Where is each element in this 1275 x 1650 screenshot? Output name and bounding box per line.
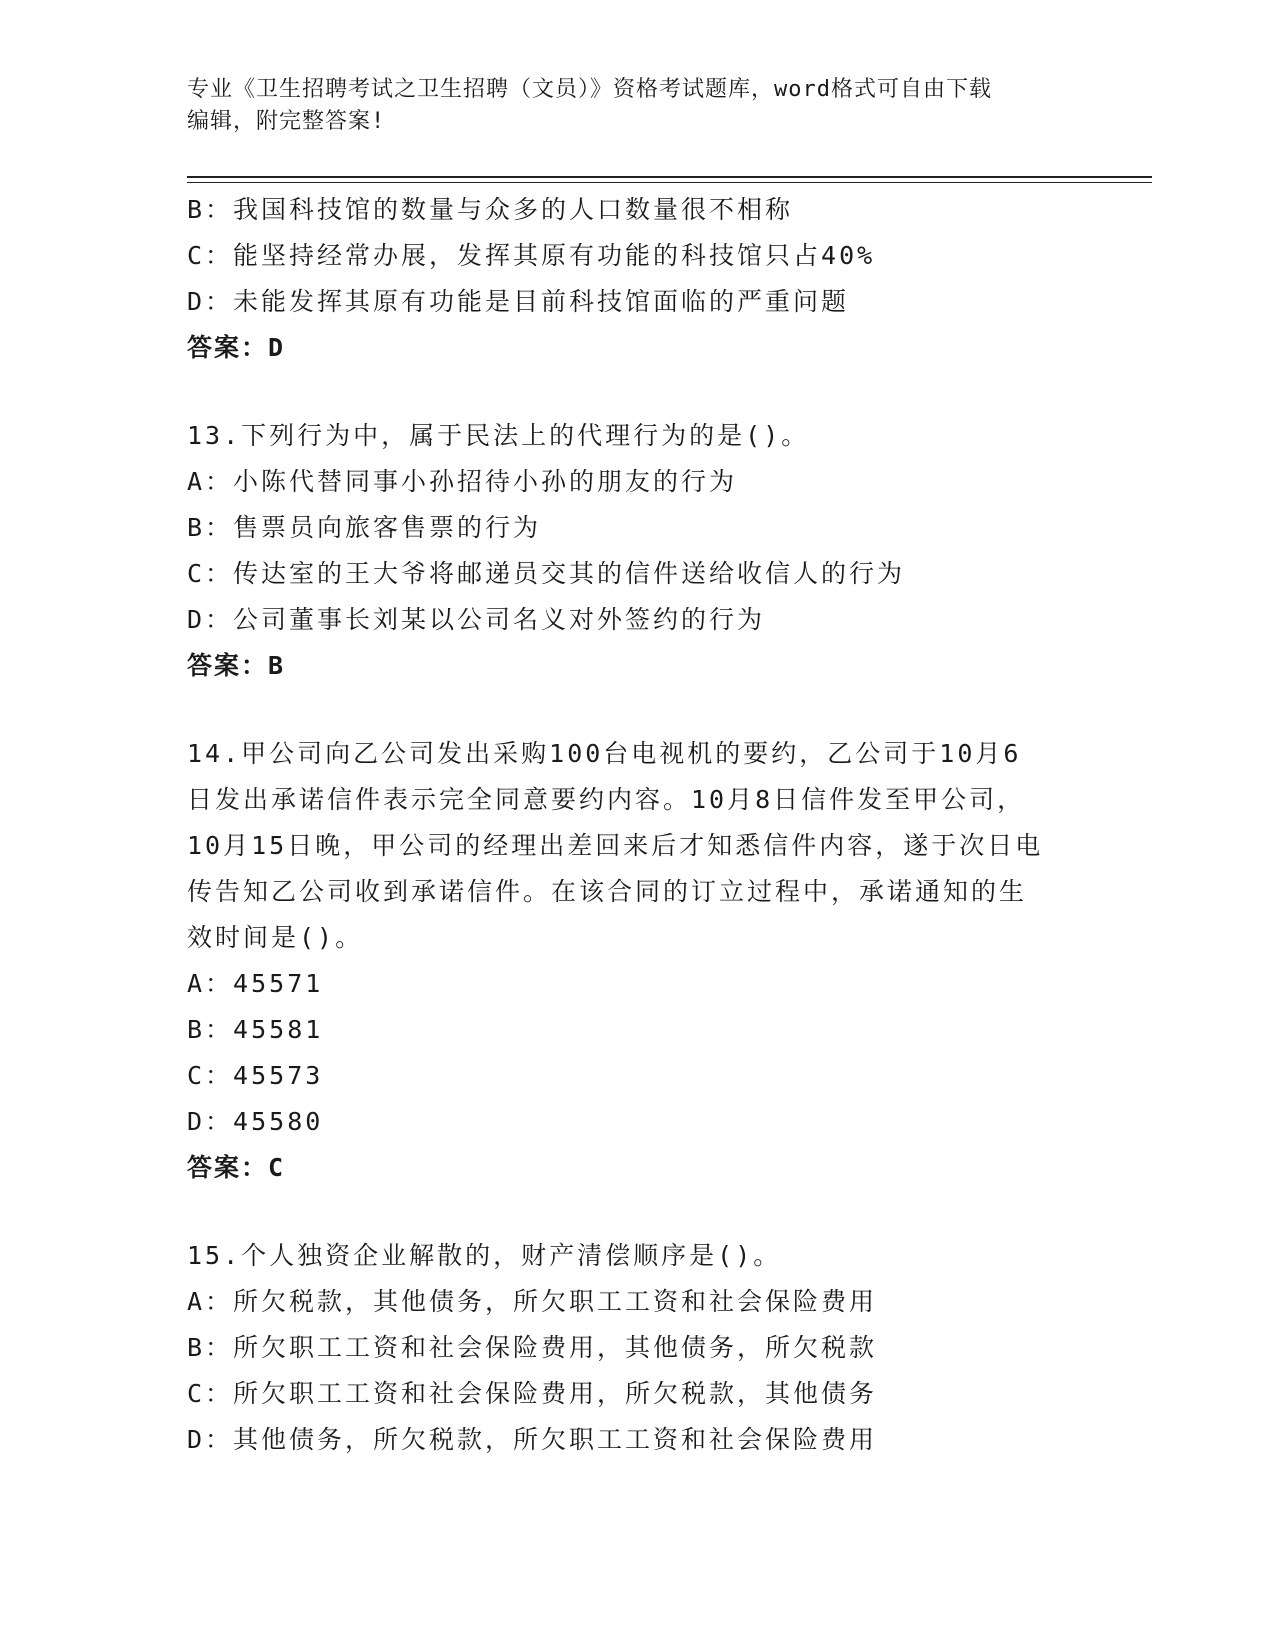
question-15 xyxy=(187,1233,1087,1463)
option-d: D：未能发挥其原有功能是目前科技馆面临的严重问题 xyxy=(187,287,850,316)
option-a: A：所欠税款，其他债务，所欠职工工资和社会保险费用 xyxy=(187,1287,878,1316)
question-12-continued xyxy=(187,187,1087,371)
option-c: C：45573 xyxy=(187,1061,324,1090)
option-a: A：45571 xyxy=(187,969,324,998)
header-line-1: 专业《卫生招聘考试之卫生招聘（文员）》资格考试题库，word格式可自由下载 xyxy=(187,77,992,102)
question-stem-line: 10月15日晚，甲公司的经理出差回来后才知悉信件内容，遂于次日电 xyxy=(187,831,1044,860)
header-rule-thick xyxy=(187,176,1152,178)
answer-label: 答案：D xyxy=(187,333,286,362)
option-d: D：45580 xyxy=(187,1107,324,1136)
question-content xyxy=(187,187,1087,1463)
spacer xyxy=(187,689,1087,731)
option-c: C：能坚持经常办展，发挥其原有功能的科技馆只占40% xyxy=(187,241,876,270)
question-stem: 15.个人独资企业解散的，财产清偿顺序是()。 xyxy=(187,1241,782,1270)
option-c: C：所欠职工工资和社会保险费用，所欠税款，其他债务 xyxy=(187,1379,878,1408)
question-14 xyxy=(187,731,1087,1191)
spacer xyxy=(187,371,1087,413)
question-13 xyxy=(187,413,1087,689)
option-b: B：我国科技馆的数量与众多的人口数量很不相称 xyxy=(187,195,794,224)
option-d: D：公司董事长刘某以公司名义对外签约的行为 xyxy=(187,605,766,634)
option-c: C：传达室的王大爷将邮递员交其的信件送给收信人的行为 xyxy=(187,559,906,588)
question-stem-line: 14.甲公司向乙公司发出采购100台电视机的要约，乙公司于10月6 xyxy=(187,739,1022,768)
question-stem: 13.下列行为中，属于民法上的代理行为的是()。 xyxy=(187,421,810,450)
question-stem-line: 传告知乙公司收到承诺信件。在该合同的订立过程中，承诺通知的生 xyxy=(187,877,1028,906)
spacer xyxy=(187,1191,1087,1233)
answer-label: 答案：C xyxy=(187,1153,286,1182)
question-stem-line: 日发出承诺信件表示完全同意要约内容。10月8日信件发至甲公司， xyxy=(187,785,1026,814)
option-b: B：45581 xyxy=(187,1015,324,1044)
header-line-2: 编辑，附完整答案! xyxy=(187,109,386,134)
question-stem-line: 效时间是()。 xyxy=(187,923,364,952)
option-b: B：售票员向旅客售票的行为 xyxy=(187,513,542,542)
answer-label: 答案：B xyxy=(187,651,286,680)
option-d: D：其他债务，所欠税款，所欠职工工资和社会保险费用 xyxy=(187,1425,878,1454)
option-b: B：所欠职工工资和社会保险费用，其他债务，所欠税款 xyxy=(187,1333,878,1362)
option-a: A：小陈代替同事小孙招待小孙的朋友的行为 xyxy=(187,467,738,496)
header-rule-thin xyxy=(187,182,1152,183)
document-header xyxy=(187,74,1087,138)
